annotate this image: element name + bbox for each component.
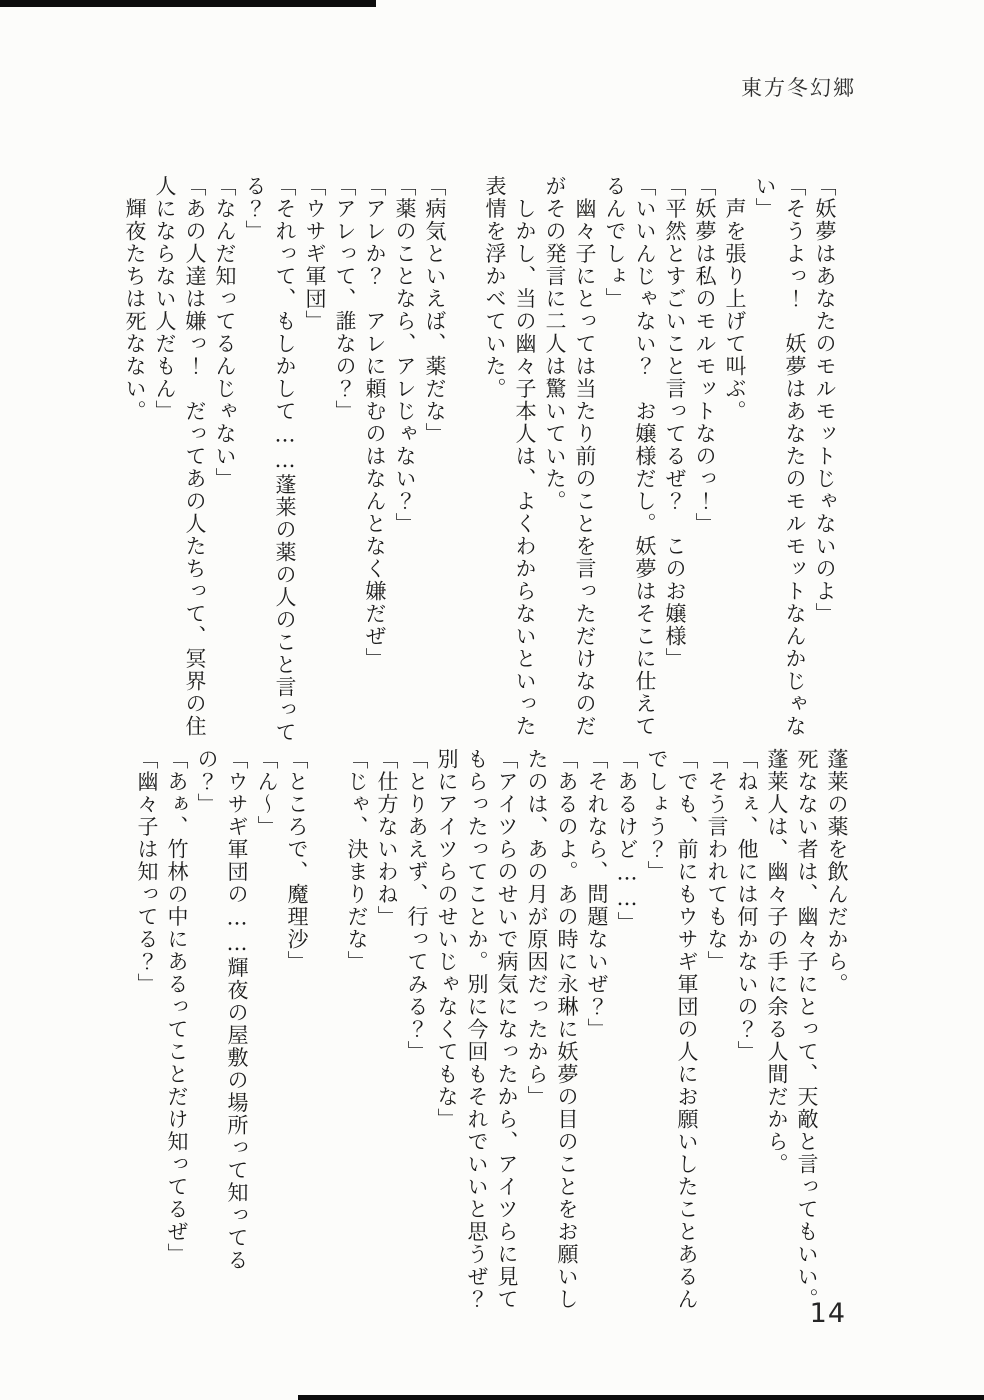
text-line: 「アレって、誰なの？」 <box>333 175 357 423</box>
text-line: い」 <box>753 175 777 220</box>
text-line: 「妖夢はあなたのモルモットじゃないのよ」 <box>813 175 837 625</box>
text-line: 「妖夢は私のモルモットなのっ！」 <box>693 175 717 535</box>
text-line: 別にアイツらのせいじゃなくてもな」 <box>435 748 459 1131</box>
text-line: しかし、当の幽々子本人は、よくわからないといった <box>513 175 537 738</box>
text-line: 「アレか？ アレに頼むのはなんとなく嫌だぜ」 <box>363 175 387 670</box>
text-line: 「平然とすごいこと言ってるぜ？ このお嬢様」 <box>663 175 687 670</box>
text-line: 「ん〜」 <box>255 748 279 838</box>
text-line: 「いいんじゃない？ お嬢様だし。妖夢はそこに仕えて <box>633 175 657 738</box>
text-line: 「あぁ、竹林の中にあるってことだけ知ってるぜ」 <box>165 748 189 1266</box>
text-line: 「ねぇ、他には何かないの？」 <box>735 748 759 1063</box>
text-line: 「とりあえず、行ってみる？」 <box>405 748 429 1063</box>
scan-edge-artifact-top <box>0 0 376 7</box>
text-line: の？」 <box>195 748 219 816</box>
blank-line <box>450 175 480 760</box>
page-number: 14 <box>809 1298 846 1329</box>
text-line: 「あの人達は嫌っ！ だってあの人たちって、冥界の住 <box>183 175 207 738</box>
text-line: 「アイツらのせいで病気になったから、アイツらに見て <box>495 748 519 1311</box>
scan-edge-artifact-bottom <box>298 1395 984 1400</box>
text-line: 「ところで、魔理沙」 <box>285 748 309 973</box>
text-line: 「薬のことなら、アレじゃない？」 <box>393 175 417 535</box>
text-line: 「それなら、問題ないぜ？」 <box>585 748 609 1041</box>
text-line: 輝夜たちは死なない。 <box>123 175 147 423</box>
text-line: 幽々子にとっては当たり前のことを言っただけなのだ <box>573 175 597 738</box>
blank-line <box>312 748 342 1323</box>
upper-text-block <box>120 175 840 760</box>
text-line: 「じゃ、決まりだな」 <box>345 748 369 973</box>
text-line: 「なんだ知ってるんじゃない」 <box>213 175 237 490</box>
text-line: 「あるけど……」 <box>615 748 639 934</box>
text-line: る？」 <box>243 175 267 243</box>
text-line: 「それって、もしかして……蓬莱の薬の人のこと言って <box>273 175 297 744</box>
text-line: 「でも、前にもウサギ軍団の人にお願いしたことあるん <box>675 748 699 1311</box>
text-line: 表情を浮かべていた。 <box>483 175 507 400</box>
text-line: 「幽々子は知ってる？」 <box>135 748 159 996</box>
running-head-title: 東方冬幻郷 <box>741 76 856 100</box>
text-line: 「ウサギ軍団」 <box>303 175 327 333</box>
lower-text-block <box>132 748 852 1323</box>
text-line: たのは、あの月が原因だったから」 <box>525 748 549 1108</box>
text-line: るんでしょ」 <box>603 175 627 310</box>
text-line: がその発言に二人は驚いていた。 <box>543 175 567 513</box>
text-line: 蓬莱人は、幽々子の手に余る人間だから。 <box>765 748 789 1176</box>
text-line: 声を張り上げて叫ぶ。 <box>723 175 747 423</box>
text-line: 死なない者は、幽々子にとって、天敵と言ってもいい。 <box>795 748 819 1311</box>
text-line: 「そう言われてもな」 <box>705 748 729 973</box>
text-line: 「そうよっ！ 妖夢はあなたのモルモットなんかじゃな <box>783 175 807 738</box>
text-line: 「あるのよ。あの時に永琳に妖夢の目のことをお願いし <box>555 748 579 1311</box>
text-line: 「病気といえば、薬だな」 <box>423 175 447 445</box>
text-line: 「ウサギ軍団の……輝夜の屋敷の場所って知ってる <box>225 748 249 1272</box>
text-line: 人にならない人だもん」 <box>153 175 177 423</box>
text-line: もらったってことか。別に今回もそれでいいと思うぜ？ <box>465 748 489 1311</box>
text-line: でしょう？」 <box>645 748 669 883</box>
text-line: 蓬莱の薬を飲んだから。 <box>825 748 849 996</box>
text-line: 「仕方ないわね」 <box>375 748 399 928</box>
